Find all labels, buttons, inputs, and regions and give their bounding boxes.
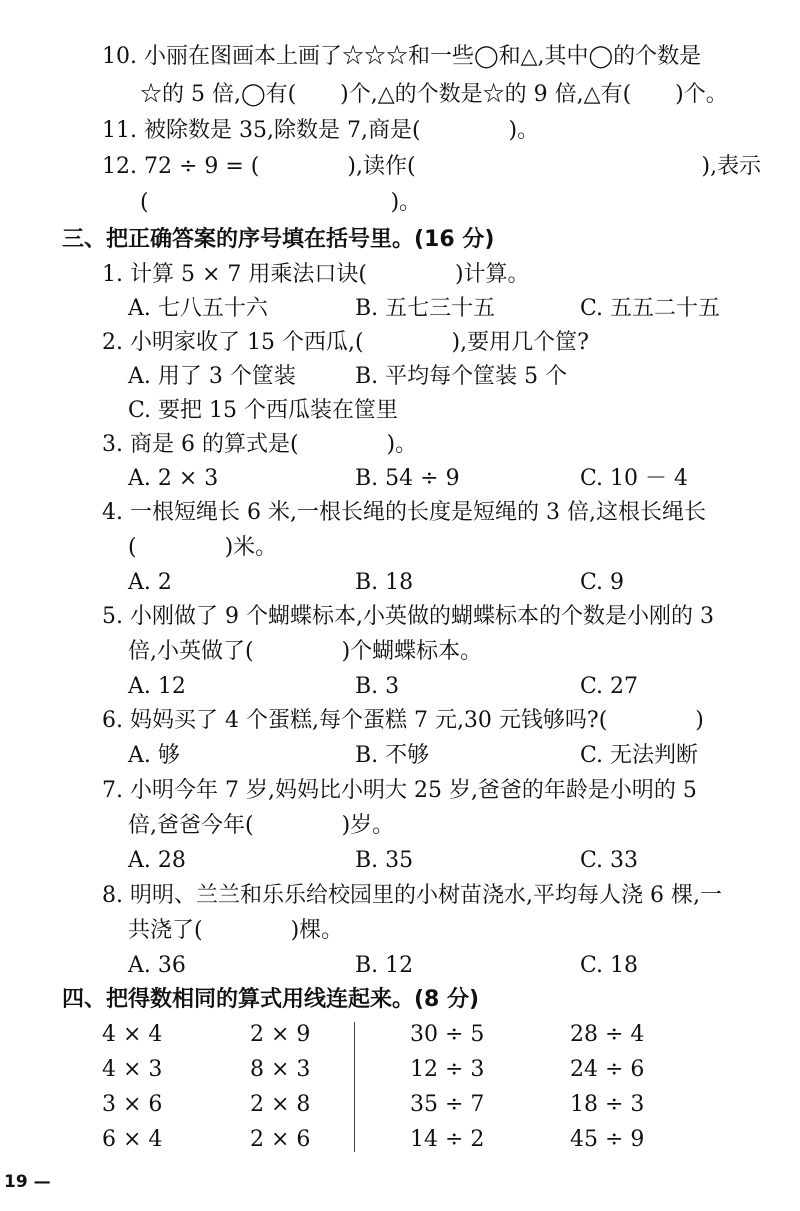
- match-item: 14 ÷ 2: [410, 1127, 485, 1152]
- option-a: A. 用了 3 个筐装: [128, 364, 296, 389]
- match-item: 12 ÷ 3: [410, 1057, 485, 1082]
- option-a: A. 七八五十六: [128, 296, 268, 321]
- option-b: B. 不够: [355, 743, 430, 768]
- match-item: 4 × 4: [102, 1022, 163, 1047]
- option-b: B. 35: [355, 848, 414, 873]
- question-10-line-1: 10. 小丽在图画本上画了☆☆☆和一些◯和△,其中◯的个数是: [102, 44, 702, 69]
- option-c: C. 9: [580, 570, 625, 595]
- option-c: C. 要把 15 个西瓜装在筐里: [128, 398, 399, 423]
- match-item: 2 × 6: [250, 1127, 311, 1152]
- question-3-2: 2. 小明家收了 15 个西瓜,( ),要用几个筐?: [102, 330, 589, 355]
- option-b: B. 3: [355, 674, 400, 699]
- question-3-1: 1. 计算 5 × 7 用乘法口诀( )计算。: [102, 262, 530, 287]
- option-b: B. 12: [355, 953, 414, 978]
- match-item: 45 ÷ 9: [570, 1127, 645, 1152]
- option-a: A. 36: [128, 953, 186, 978]
- option-c: C. 33: [580, 848, 639, 873]
- option-a: A. 2: [128, 570, 172, 595]
- question-3-5-line-2: 倍,小英做了( )个蝴蝶标本。: [128, 639, 483, 664]
- question-3-6: 6. 妈妈买了 4 个蛋糕,每个蛋糕 7 元,30 元钱够吗?( ): [102, 708, 704, 733]
- option-b: B. 18: [355, 570, 414, 595]
- option-a: A. 12: [128, 674, 186, 699]
- option-b: B. 54 ÷ 9: [355, 466, 460, 491]
- match-item: 4 × 3: [102, 1057, 163, 1082]
- question-11: 11. 被除数是 35,除数是 7,商是( )。: [102, 118, 540, 143]
- option-b: B. 五七三十五: [355, 296, 496, 321]
- question-3-7-line-1: 7. 小明今年 7 岁,妈妈比小明大 25 岁,爸爸的年龄是小明的 5: [102, 778, 697, 803]
- question-3-5-line-1: 5. 小刚做了 9 个蝴蝶标本,小英做的蝴蝶标本的个数是小刚的 3: [102, 604, 714, 629]
- option-c: C. 五五二十五: [580, 296, 721, 321]
- question-10-line-2: ☆的 5 倍,◯有( )个,△的个数是☆的 9 倍,△有( )个。: [140, 82, 728, 107]
- question-3-8-line-2: 共浇了( )棵。: [128, 918, 344, 943]
- option-c: C. 27: [580, 674, 639, 699]
- match-item: 28 ÷ 4: [570, 1022, 645, 1047]
- page-number: 19 —: [4, 1172, 51, 1192]
- match-item: 2 × 8: [250, 1092, 311, 1117]
- match-item: 35 ÷ 7: [410, 1092, 485, 1117]
- option-a: A. 够: [128, 743, 180, 768]
- question-3-4-line-1: 4. 一根短绳长 6 米,一根长绳的长度是短绳的 3 倍,这根长绳长: [102, 500, 706, 525]
- option-c: C. 18: [580, 953, 639, 978]
- question-3-8-line-1: 8. 明明、兰兰和乐乐给校园里的小树苗浇水,平均每人浇 6 棵,一: [102, 883, 722, 908]
- match-item: 24 ÷ 6: [570, 1057, 645, 1082]
- match-item: 6 × 4: [102, 1127, 163, 1152]
- column-divider: [354, 1022, 355, 1152]
- match-item: 30 ÷ 5: [410, 1022, 485, 1047]
- match-item: 3 × 6: [102, 1092, 163, 1117]
- match-item: 18 ÷ 3: [570, 1092, 645, 1117]
- option-a: A. 2 × 3: [128, 466, 219, 491]
- option-c: C. 10 － 4: [580, 466, 689, 491]
- question-12-line-2: ( )。: [140, 190, 422, 215]
- option-a: A. 28: [128, 848, 186, 873]
- question-3-3: 3. 商是 6 的算式是( )。: [102, 432, 418, 457]
- section-4-heading: 四、把得数相同的算式用线连起来。(8 分): [62, 987, 480, 1012]
- match-item: 8 × 3: [250, 1057, 311, 1082]
- option-b: B. 平均每个筐装 5 个: [355, 364, 568, 389]
- section-3-heading: 三、把正确答案的序号填在括号里。(16 分): [62, 227, 495, 252]
- option-c: C. 无法判断: [580, 743, 699, 768]
- question-3-4-line-2: ( )米。: [128, 535, 278, 560]
- match-item: 2 × 9: [250, 1022, 311, 1047]
- question-3-7-line-2: 倍,爸爸今年( )岁。: [128, 813, 395, 838]
- question-12-line-1: 12. 72 ÷ 9 = ( ),读作( ),表示: [102, 154, 762, 179]
